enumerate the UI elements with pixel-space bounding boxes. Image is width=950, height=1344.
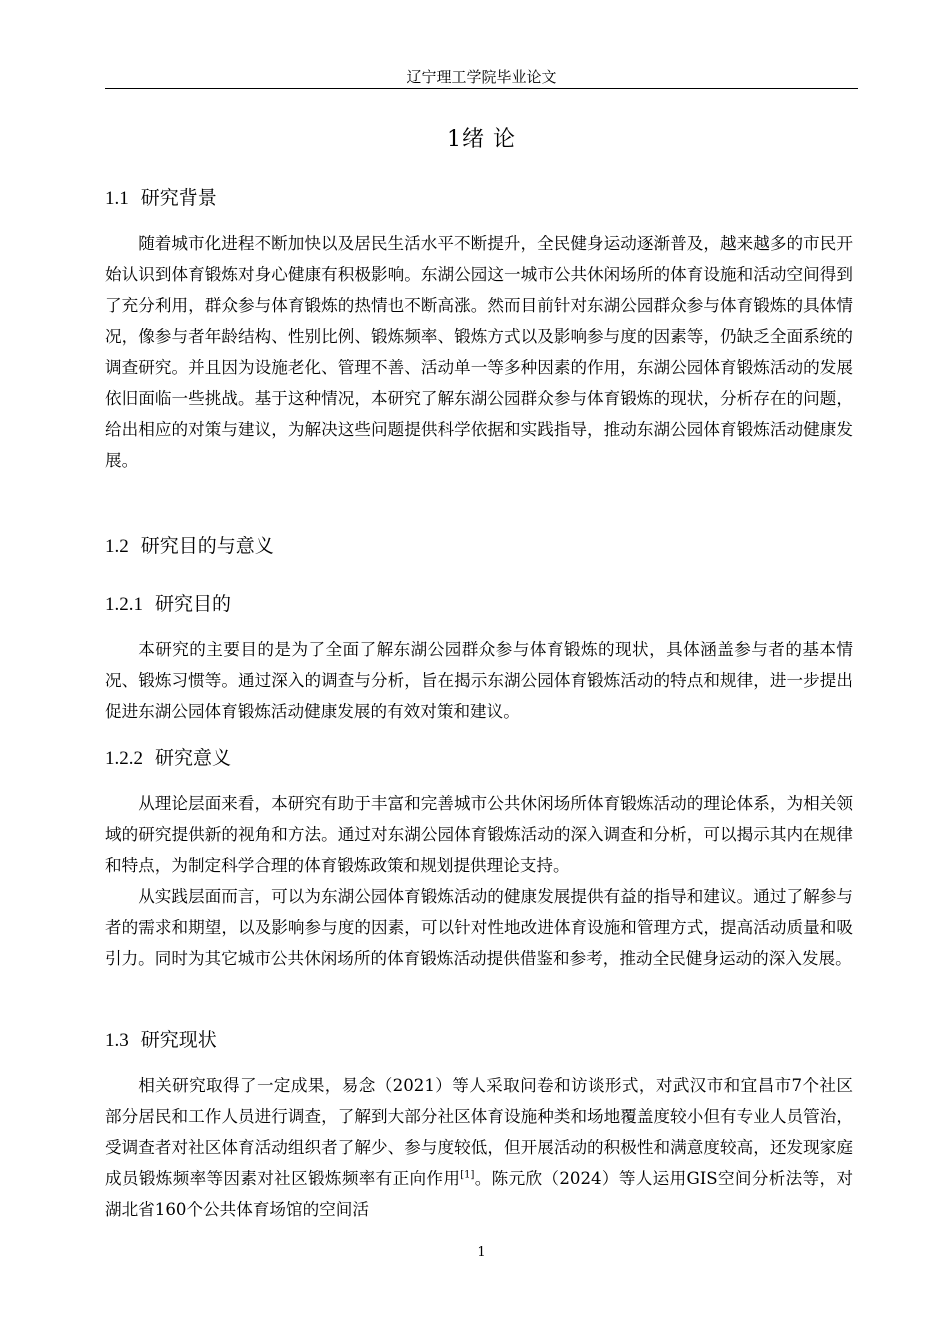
chapter-title: 1绪 论: [447, 127, 516, 152]
section-number: 1.2.2: [105, 748, 143, 769]
section-number: 1.3: [105, 1030, 129, 1051]
paragraph-significance-practice: 从实践层面而言，可以为东湖公园体育锻炼活动的健康发展提供有益的指导和建议。通过了解参与者的需求和期望，以及影响参与度的因素，可以针对性地改进体育设施和管理方式，提高活动质量和吸引力。同时为其它城市公共休闲场所的体育锻炼活动提供借鉴和参考，推动全民健身运动的深入发展。: [105, 887, 853, 968]
page-number: 1: [477, 1245, 486, 1260]
running-header: 辽宁理工学院毕业论文: [406, 68, 557, 86]
section-title: 研究目的与意义: [140, 535, 274, 557]
section-number: 1.2.1: [105, 594, 143, 615]
section-title: 研究目的: [155, 593, 232, 615]
paragraph-significance-theory: 从理论层面来看，本研究有助于丰富和完善城市公共休闲场所体育锻炼活动的理论体系，为相关领域的研究提供新的视角和方法。通过对东湖公园体育锻炼活动的深入调查和分析，可以揭示其内在规律和特点，为制定科学合理的体育锻炼政策和规划提供理论支持。: [105, 794, 853, 875]
section-number: 1.2: [105, 536, 129, 557]
section-heading-1-2-1: [105, 592, 231, 617]
section-number: 1.1: [105, 188, 129, 209]
paragraph-purpose: 本研究的主要目的是为了全面了解东湖公园群众参与体育锻炼的现状，具体涵盖参与者的基本情况、锻炼习惯等。通过深入的调查与分析，旨在揭示东湖公园体育锻炼活动的特点和规律，进一步提出促进东湖公园体育锻炼活动健康发展的有效对策和建议。: [105, 640, 853, 721]
section-heading-1-2: [105, 534, 274, 559]
section-heading-1-3: [105, 1028, 217, 1053]
paragraph-text: 相关研究取得了一定成果，易念（2021）等人采取问卷和访谈形式，对武汉市和宜昌市7个社区部分居民和工作人员进行调查，了解到大部分社区体育设施种类和场地覆盖度较小但有专业人员管治，受调查者对社区体育活动组织者了解少、参与度较低，但开展活动的积极性和满意度较高，还发现家庭成员锻炼频率等因素对社区锻炼频率有正向作用: [105, 1076, 853, 1188]
paragraph-background: 随着城市化进程不断加快以及居民生活水平不断提升，全民健身运动逐渐普及，越来越多的市民开始认识到体育锻炼对身心健康有积极影响。东湖公园这一城市公共休闲场所的体育设施和活动空间得到了充分利用，群众参与体育锻炼的热情也不断高涨。然而目前针对东湖公园群众参与体育锻炼的具体情况，像参与者年龄结构、性别比例、锻炼频率、锻炼方式以及影响参与度的因素等，仍缺乏全面系统的调查研究。并且因为设施老化、管理不善、活动单一等多种因素的作用，东湖公园体育锻炼活动的发展依旧面临一些挑战。基于这种情况，本研究了解东湖公园群众参与体育锻炼的现状，分析存在的问题，给出相应的对策与建议，为解决这些问题提供科学依据和实践指导，推动东湖公园体育锻炼活动健康发展。: [105, 234, 853, 470]
section-title: 研究意义: [155, 747, 232, 769]
section-title: 研究现状: [140, 1029, 217, 1051]
section-heading-1-1: [105, 186, 217, 211]
section-title: 研究背景: [140, 187, 217, 209]
header-rule: [105, 88, 858, 89]
citation-marker: [1]: [460, 1169, 475, 1181]
paragraph-status: [105, 1070, 853, 1225]
paragraph-text: 。陈元欣（2024）等人运用GIS空间分析法等，对湖北省160个公共体育场馆的空间活: [105, 1169, 853, 1219]
section-heading-1-2-2: [105, 746, 231, 771]
